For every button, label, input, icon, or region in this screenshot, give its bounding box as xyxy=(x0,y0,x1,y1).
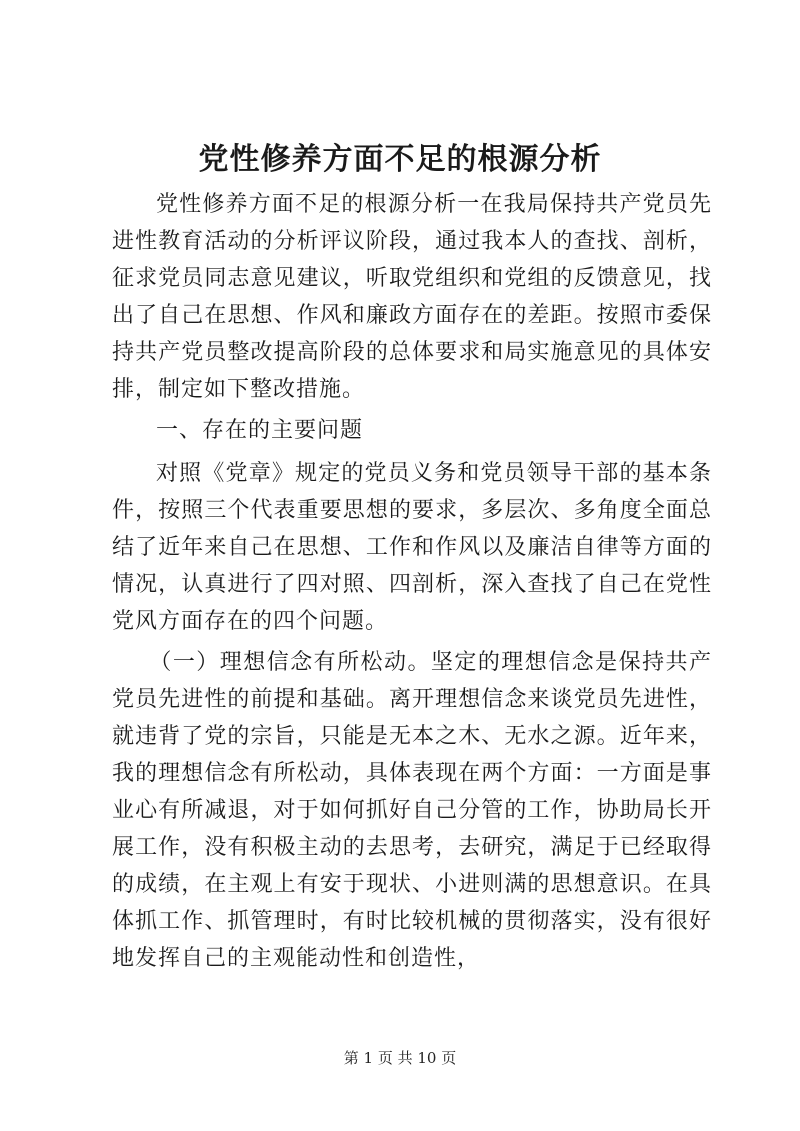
intro-paragraph: 党性修养方面不足的根源分析一在我局保持共产党员先进性教育活动的分析评议阶段，通过我本人的查找、剖析，征求党员同志意见建议，听取党组织和党组的反馈意见，找出了自己在思想、作风和廉政方面存在的差距。按照市委保持共产党员整改提高阶段的总体要求和局实施意见的具体安排，制定如下整改措施。 xyxy=(112,192,712,402)
subsection-paragraph: （一）理想信念有所松动。坚定的理想信念是保持共产党员先进性的前提和基础。离开理想信念来谈党员先进性，就违背了党的宗旨，只能是无本之木、无水之源。近年来，我的理想信念有所松动，具体表现在两个方面：一方面是事业心有所减退，对于如何抓好自己分管的工作，协助局长开展工作，没有积极主动的去思考，去研究，满足于已经取得的成绩，在主观上有安于现状、小进则满的思想意识。在具体抓工作、抓管理时，有时比较机械的贯彻落实，没有很好地发挥自己的主观能动性和创造性， xyxy=(112,650,712,971)
document-body xyxy=(112,186,712,981)
body-paragraph: 对照《党章》规定的党员义务和党员领导干部的基本条件，按照三个代表重要思想的要求，多层次、多角度全面总结了近年来自己在思想、工作和作风以及廉洁自律等方面的情况，认真进行了四对照、四剖析，深入查找了自己在党性党风方面存在的四个问题。 xyxy=(112,461,712,634)
section-heading: 一、存在的主要问题 xyxy=(156,418,364,443)
page-number-footer: 第 1 页 共 10 页 xyxy=(343,1049,457,1067)
page-title: 党性修养方面不足的根源分析 xyxy=(198,142,602,177)
